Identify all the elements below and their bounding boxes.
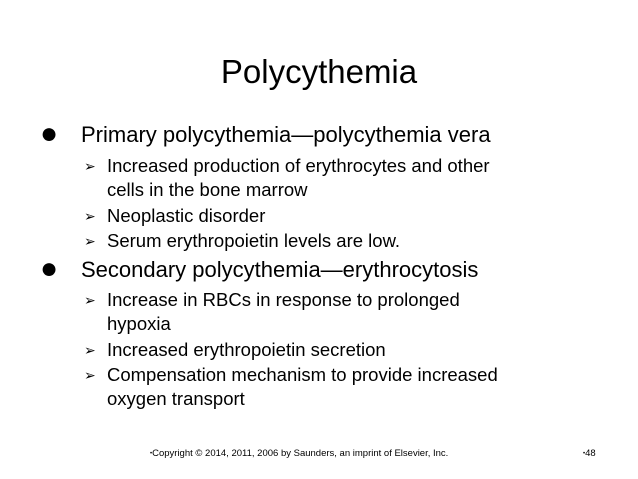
sub-bullet-line: oxygen transport [107, 388, 245, 409]
sub-bullet-serum-erythropoietin [84, 229, 584, 253]
filled-circle-bullet-icon: ● [40, 117, 59, 150]
arrowhead-bullet-icon: ➢ [84, 208, 96, 224]
sub-bullet-line: Compensation mechanism to provide increased [107, 364, 498, 385]
sub-bullet-increased-production [84, 154, 584, 202]
sub-bullet-line: Increase in RBCs in response to prolonged [107, 289, 460, 310]
filled-circle-bullet-icon: ● [40, 252, 59, 285]
sub-bullet-line: Increased production of erythrocytes and other [107, 155, 490, 176]
sub-bullet-neoplastic-disorder [84, 204, 584, 228]
arrowhead-bullet-icon: ➢ [84, 233, 96, 249]
copyright-text: Copyright © 2014, 2011, 2006 by Saunders, an imprint of Elsevier, Inc. [152, 448, 449, 459]
sub-bullet-line: hypoxia [107, 313, 171, 334]
bullet-text: Secondary polycythemia—erythrocytosis [81, 257, 479, 282]
copyright-footer [150, 448, 448, 460]
page-number-text: 48 [585, 448, 596, 459]
page-number [583, 448, 596, 460]
arrowhead-bullet-icon: ➢ [84, 158, 96, 174]
footer-mark: • [583, 451, 586, 457]
slide-title: Polycythemia [220, 53, 418, 90]
sub-bullet-line: cells in the bone marrow [107, 179, 308, 200]
sub-bullet-compensation-mechanism [84, 363, 584, 411]
sub-bullet-line: Serum erythropoietin levels are low. [107, 230, 401, 251]
sub-bullet-increase-in-rbcs [84, 288, 584, 336]
sub-bullet-erythropoietin-secretion [84, 338, 584, 362]
bullet-text: Primary polycythemia—polycythemia vera [81, 122, 491, 147]
sub-bullet-line: Neoplastic disorder [107, 205, 266, 226]
footer-mark: • [150, 451, 153, 457]
arrowhead-bullet-icon: ➢ [84, 342, 96, 358]
arrowhead-bullet-icon: ➢ [84, 367, 96, 383]
sub-bullet-line: Increased erythropoietin secretion [107, 339, 386, 360]
arrowhead-bullet-icon: ➢ [84, 292, 96, 308]
